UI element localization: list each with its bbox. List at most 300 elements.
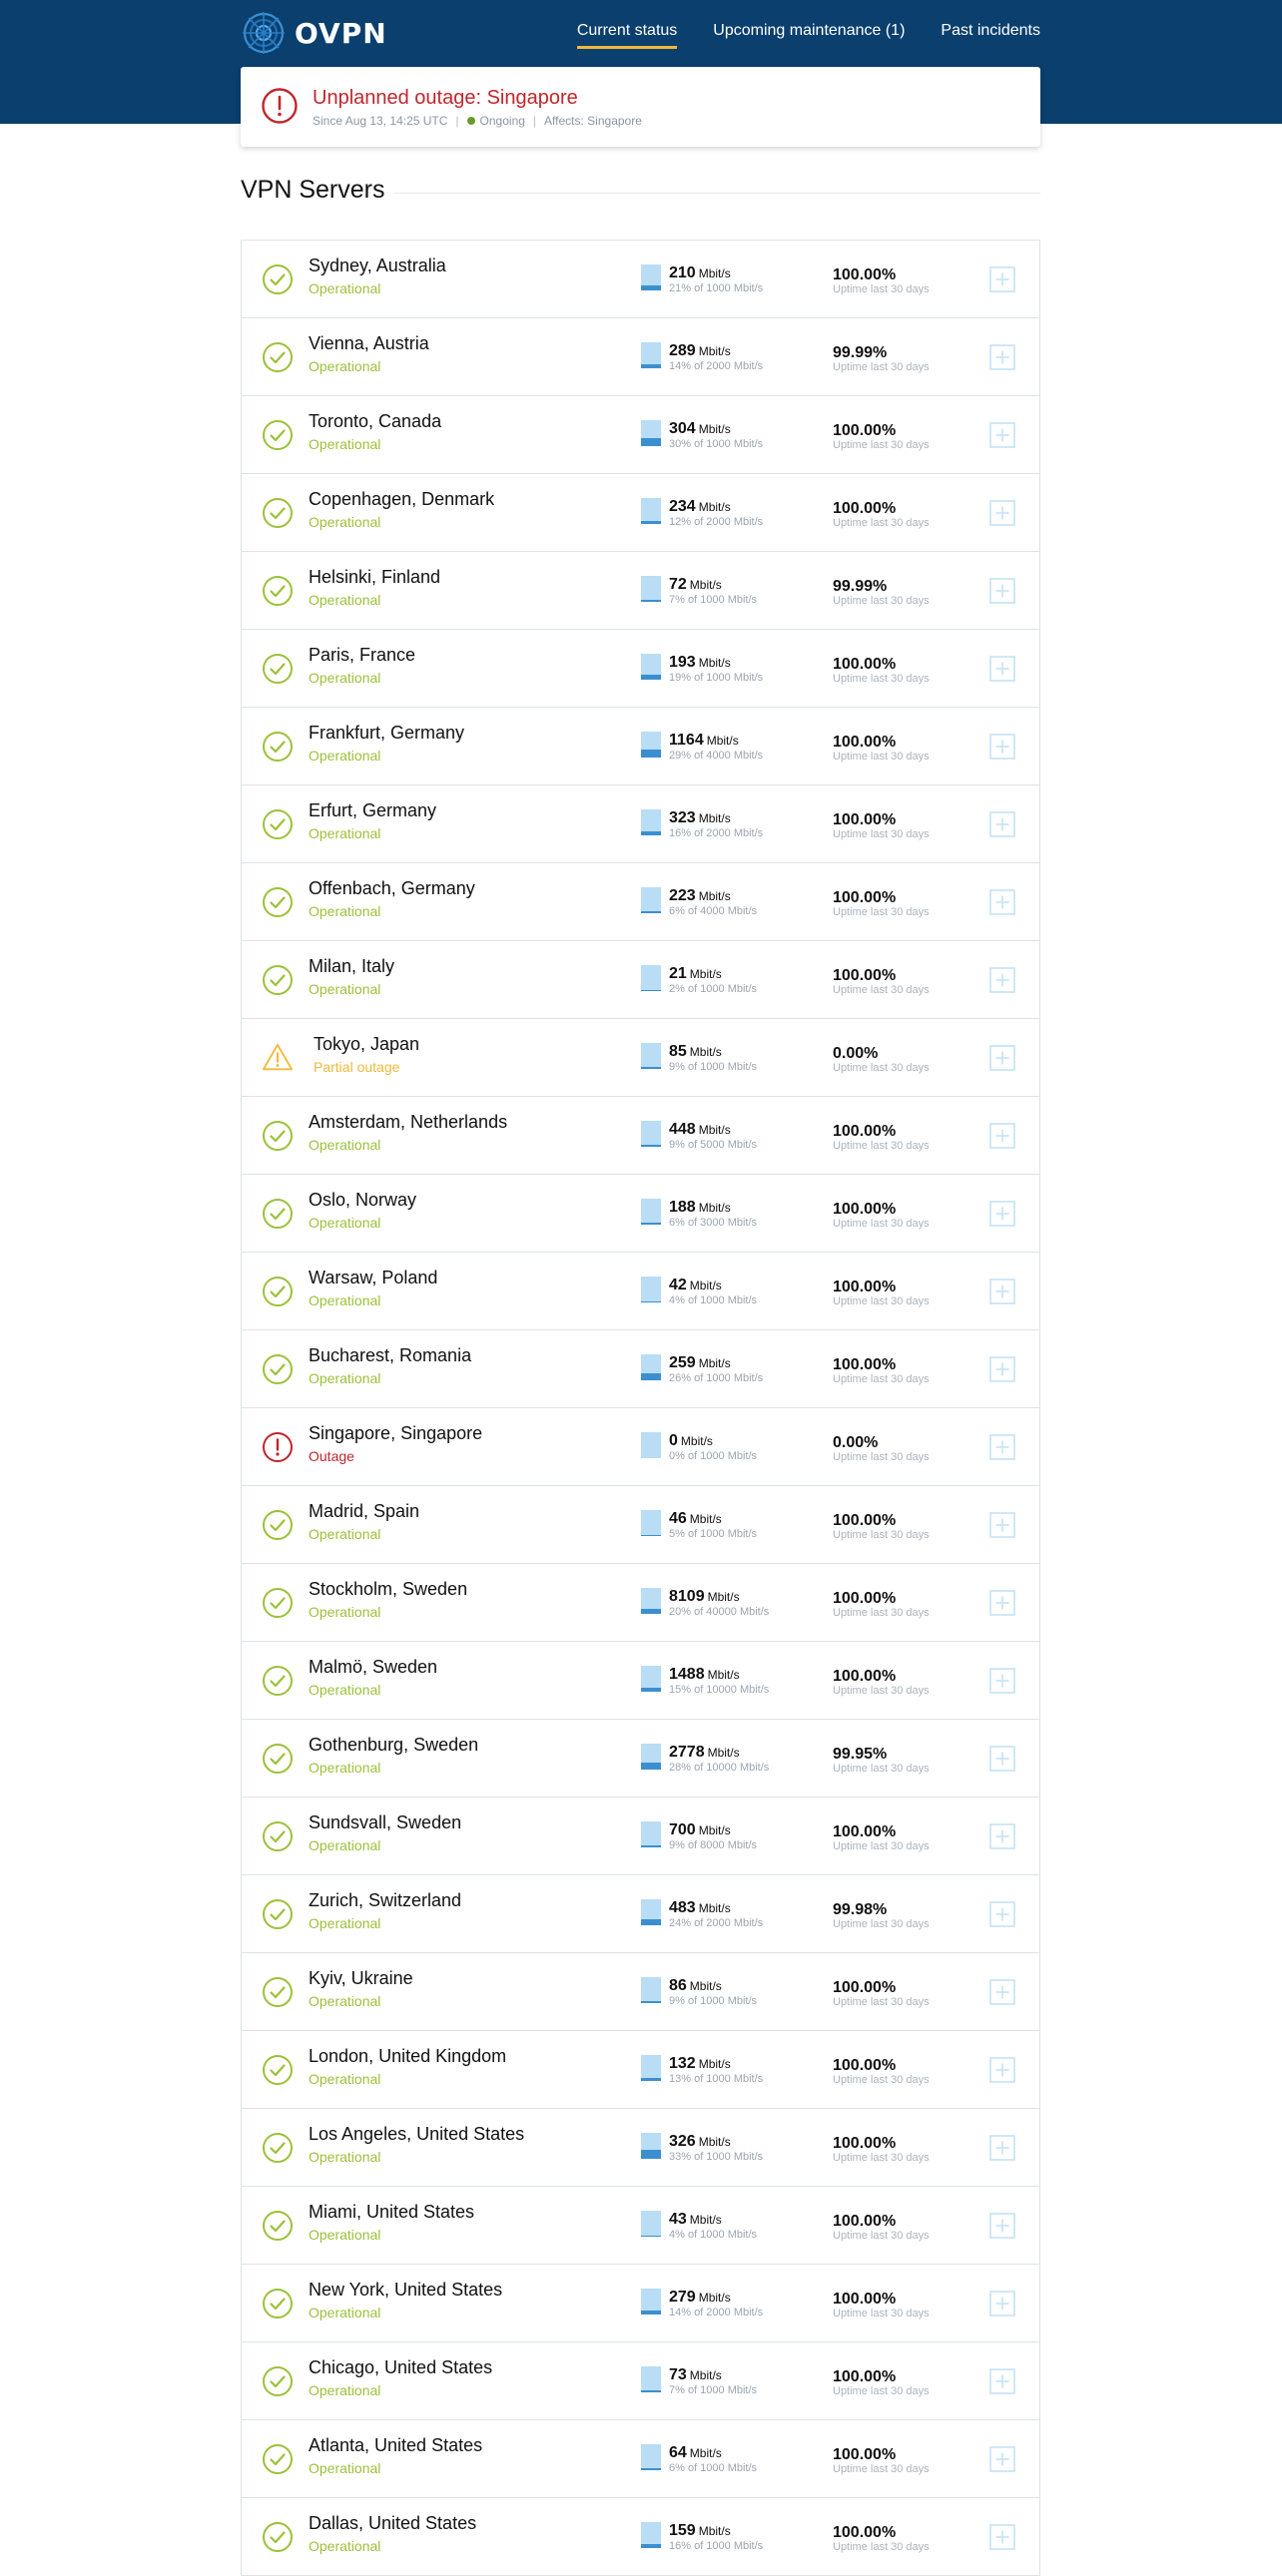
server-name: Frankfurt, Germany	[309, 723, 465, 743]
brand-logo[interactable]	[241, 10, 387, 56]
server-name: Malmö, Sweden	[309, 1657, 438, 1677]
expand-plus-icon[interactable]	[989, 1901, 1015, 1927]
expand-plus-icon[interactable]	[989, 2135, 1015, 2161]
bandwidth-capacity: 6% of 4000 Mbit/s	[669, 905, 758, 917]
server-row[interactable]	[242, 2265, 1039, 2342]
check-circle-icon	[262, 1898, 294, 1930]
uptime-label: Uptime last 30 days	[833, 1685, 930, 1697]
server-status: Operational	[309, 2382, 381, 2398]
bandwidth-value: 0	[669, 1432, 678, 1449]
load-bar	[641, 1199, 661, 1225]
server-row[interactable]	[242, 1564, 1039, 1642]
server-row[interactable]	[242, 1019, 1039, 1097]
server-row[interactable]	[242, 241, 1039, 318]
bandwidth-unit: Mbit/s	[698, 1356, 731, 1370]
uptime-label: Uptime last 30 days	[833, 673, 930, 685]
expand-plus-icon[interactable]	[989, 967, 1015, 993]
load-bar-fill	[641, 1535, 661, 1536]
bandwidth	[669, 654, 731, 672]
server-name: Miami, United States	[309, 2202, 475, 2222]
server-name: Sundsvall, Sweden	[309, 1812, 462, 1832]
server-status: Operational	[309, 2305, 381, 2320]
bandwidth-value: 223	[669, 887, 696, 904]
check-circle-icon	[262, 2054, 294, 2086]
server-row[interactable]	[242, 1253, 1039, 1330]
server-name: Los Angeles, United States	[309, 2124, 525, 2144]
bandwidth-unit: Mbit/s	[698, 1201, 731, 1215]
load-bar-fill	[641, 1301, 661, 1302]
server-row[interactable]	[242, 1720, 1039, 1798]
check-circle-icon	[262, 1276, 294, 1307]
load-bar	[641, 1432, 661, 1458]
server-row[interactable]	[242, 2420, 1039, 2498]
bandwidth	[669, 1432, 713, 1450]
server-row[interactable]	[242, 2498, 1039, 2576]
bandwidth-value: 700	[669, 1821, 696, 1838]
server-row[interactable]	[242, 474, 1039, 552]
load-bar-fill	[641, 2311, 661, 2315]
load-bar-fill	[641, 750, 661, 758]
server-list	[241, 240, 1040, 2576]
server-name: New York, United States	[309, 2280, 503, 2300]
server-name: Vienna, Austria	[309, 333, 429, 353]
server-status: Operational	[309, 825, 381, 841]
bandwidth	[669, 2522, 731, 2540]
bandwidth	[669, 1899, 731, 1917]
uptime-value: 100.00%	[833, 2213, 897, 2230]
bandwidth-capacity: 24% of 2000 Mbit/s	[669, 1917, 764, 1929]
uptime-value: 100.00%	[833, 811, 897, 828]
expand-plus-icon[interactable]	[989, 578, 1015, 604]
bandwidth-capacity: 16% of 1000 Mbit/s	[669, 2540, 764, 2552]
uptime-label: Uptime last 30 days	[833, 906, 930, 918]
nav-links	[541, 22, 1040, 49]
nav-current-status[interactable]: Current status	[577, 22, 677, 49]
load-bar-fill	[641, 1919, 661, 1925]
load-bar	[641, 2366, 661, 2392]
server-status: Operational	[309, 2460, 381, 2476]
server-row[interactable]	[242, 396, 1039, 474]
expand-plus-icon[interactable]	[989, 1590, 1015, 1616]
bandwidth-unit: Mbit/s	[698, 266, 731, 280]
bandwidth-unit: Mbit/s	[689, 1279, 722, 1292]
load-bar	[641, 1510, 661, 1536]
bandwidth-value: 73	[669, 2366, 687, 2383]
uptime-label: Uptime last 30 days	[833, 1373, 930, 1385]
uptime-label: Uptime last 30 days	[833, 2385, 930, 2397]
uptime-value: 100.00%	[833, 1201, 897, 1218]
check-circle-icon	[262, 2443, 294, 2475]
check-circle-icon	[262, 653, 294, 685]
bandwidth-unit: Mbit/s	[689, 1045, 722, 1059]
uptime-label: Uptime last 30 days	[833, 1918, 930, 1930]
load-bar	[641, 2444, 661, 2470]
bandwidth-unit: Mbit/s	[698, 344, 731, 358]
expand-plus-icon[interactable]	[989, 811, 1015, 837]
load-bar	[641, 576, 661, 602]
uptime-label: Uptime last 30 days	[833, 2463, 930, 2475]
uptime-label: Uptime last 30 days	[833, 283, 930, 295]
section-divider	[394, 193, 1040, 194]
uptime-value: 100.00%	[833, 1512, 897, 1529]
nav-upcoming-maintenance[interactable]: Upcoming maintenance (1)	[713, 22, 906, 39]
check-circle-icon	[262, 1820, 294, 1852]
load-bar-fill	[641, 2078, 661, 2081]
bandwidth-value: 259	[669, 1354, 696, 1371]
uptime-label: Uptime last 30 days	[833, 1529, 930, 1541]
load-bar-fill	[641, 1145, 661, 1147]
bandwidth	[669, 2133, 731, 2151]
bandwidth-value: 188	[669, 1199, 696, 1216]
server-status: Operational	[309, 1604, 381, 1620]
server-name: Singapore, Singapore	[309, 1423, 483, 1443]
load-bar	[641, 809, 661, 835]
server-row[interactable]	[242, 785, 1039, 863]
server-name: Zurich, Switzerland	[309, 1890, 462, 1910]
server-name: Kyiv, Ukraine	[309, 1968, 413, 1988]
expand-plus-icon[interactable]	[989, 656, 1015, 682]
bandwidth-unit: Mbit/s	[698, 656, 731, 670]
server-row[interactable]	[242, 1642, 1039, 1720]
bandwidth-value: 210	[669, 264, 696, 281]
bandwidth-unit: Mbit/s	[689, 967, 722, 981]
uptime-value: 100.00%	[833, 734, 897, 751]
expand-plus-icon[interactable]	[989, 2057, 1015, 2083]
meta-separator: |	[532, 114, 537, 128]
check-circle-icon	[262, 1587, 294, 1619]
bandwidth-capacity: 9% of 8000 Mbit/s	[669, 1839, 758, 1851]
bandwidth	[669, 420, 731, 438]
server-row[interactable]	[242, 1486, 1039, 1564]
server-status: Operational	[309, 592, 381, 608]
server-row[interactable]	[242, 1408, 1039, 1486]
bandwidth-capacity: 7% of 1000 Mbit/s	[669, 2384, 758, 2396]
bandwidth-unit: Mbit/s	[689, 2446, 722, 2460]
server-name: Gothenburg, Sweden	[309, 1735, 479, 1755]
check-circle-icon	[262, 1509, 294, 1541]
uptime-label: Uptime last 30 days	[833, 595, 930, 607]
uptime-label: Uptime last 30 days	[833, 1062, 930, 1074]
server-status: Operational	[309, 1682, 381, 1698]
alert-affects: Affects: Singapore	[544, 114, 642, 128]
bandwidth	[669, 1277, 722, 1294]
check-circle-icon	[262, 1353, 294, 1385]
load-bar	[641, 2133, 661, 2159]
expand-plus-icon[interactable]	[989, 1279, 1015, 1304]
bandwidth-capacity: 33% of 1000 Mbit/s	[669, 2151, 764, 2163]
exclamation-circle-icon	[261, 87, 299, 125]
uptime-value: 100.00%	[833, 266, 897, 283]
server-status: Operational	[309, 1993, 381, 2009]
bandwidth	[669, 965, 722, 983]
bandwidth-capacity: 2% of 1000 Mbit/s	[669, 983, 758, 995]
load-bar-fill	[641, 990, 661, 991]
bandwidth-unit: Mbit/s	[698, 2135, 731, 2149]
uptime-label: Uptime last 30 days	[833, 2541, 930, 2553]
server-row[interactable]	[242, 1953, 1039, 2031]
check-circle-icon	[262, 497, 294, 529]
bandwidth-capacity: 5% of 1000 Mbit/s	[669, 1528, 758, 1540]
load-bar-fill	[641, 2544, 661, 2548]
server-name: Tokyo, Japan	[314, 1034, 420, 1054]
server-name: Stockholm, Sweden	[309, 1579, 468, 1599]
load-bar-fill	[641, 2150, 661, 2159]
uptime-label: Uptime last 30 days	[833, 1840, 930, 1852]
bandwidth-unit: Mbit/s	[680, 1434, 713, 1448]
bandwidth	[669, 2366, 722, 2384]
expand-plus-icon[interactable]	[989, 1746, 1015, 1772]
bandwidth-value: 46	[669, 1510, 687, 1527]
bandwidth	[669, 1354, 731, 1372]
server-status: Operational	[309, 2149, 381, 2165]
bandwidth-value: 289	[669, 342, 696, 359]
expand-plus-icon[interactable]	[989, 1356, 1015, 1382]
expand-plus-icon[interactable]	[989, 266, 1015, 292]
nav-past-incidents[interactable]: Past incidents	[941, 22, 1040, 39]
check-circle-icon	[262, 1743, 294, 1775]
uptime-label: Uptime last 30 days	[833, 517, 930, 529]
expand-plus-icon[interactable]	[989, 2291, 1015, 2317]
bandwidth-value: 72	[669, 576, 687, 593]
server-status: Operational	[309, 981, 381, 997]
uptime-label: Uptime last 30 days	[833, 828, 930, 840]
expand-plus-icon[interactable]	[989, 1045, 1015, 1071]
expand-plus-icon[interactable]	[989, 344, 1015, 370]
bandwidth-value: 42	[669, 1277, 687, 1293]
bandwidth-value: 86	[669, 1977, 687, 1994]
bandwidth-unit: Mbit/s	[698, 2057, 731, 2071]
server-name: Milan, Italy	[309, 956, 395, 976]
check-circle-icon	[262, 2365, 294, 2397]
server-name: London, United Kingdom	[309, 2046, 507, 2066]
server-row[interactable]	[242, 1097, 1039, 1175]
expand-plus-icon[interactable]	[989, 2524, 1015, 2550]
load-bar	[641, 2522, 661, 2548]
load-bar	[641, 1821, 661, 1847]
server-row[interactable]	[242, 1798, 1039, 1875]
expand-plus-icon[interactable]	[989, 1201, 1015, 1227]
bandwidth	[669, 1043, 722, 1061]
expand-plus-icon[interactable]	[989, 500, 1015, 526]
bandwidth	[669, 498, 731, 516]
server-row[interactable]	[242, 630, 1039, 708]
bandwidth-capacity: 16% of 2000 Mbit/s	[669, 827, 764, 839]
uptime-value: 100.00%	[833, 2446, 897, 2463]
check-circle-icon	[262, 2210, 294, 2242]
server-status: Operational	[309, 2227, 381, 2243]
bandwidth-capacity: 4% of 1000 Mbit/s	[669, 1294, 758, 1306]
server-status: Operational	[309, 358, 381, 374]
server-row[interactable]	[242, 708, 1039, 785]
server-name: Madrid, Spain	[309, 1501, 420, 1521]
load-bar-fill	[641, 600, 661, 602]
server-status: Operational	[309, 1137, 381, 1153]
bandwidth-capacity: 29% of 4000 Mbit/s	[669, 750, 764, 762]
bandwidth-unit: Mbit/s	[698, 2524, 731, 2538]
bandwidth-unit: Mbit/s	[707, 1590, 740, 1604]
load-bar-fill	[641, 2468, 661, 2470]
alert-meta	[313, 114, 642, 128]
bandwidth-capacity: 30% of 1000 Mbit/s	[669, 438, 764, 450]
exclamation-circle-icon	[262, 1431, 294, 1463]
meta-separator: |	[455, 114, 459, 128]
bandwidth	[669, 887, 731, 905]
bandwidth-value: 193	[669, 654, 696, 671]
server-name: Sydney, Australia	[309, 256, 446, 275]
expand-plus-icon[interactable]	[989, 1512, 1015, 1538]
expand-plus-icon[interactable]	[989, 1668, 1015, 1694]
server-row[interactable]	[242, 2342, 1039, 2420]
bandwidth	[669, 1199, 731, 1217]
uptime-value: 100.00%	[833, 1356, 897, 1373]
alert-title: Unplanned outage: Singapore	[313, 87, 578, 109]
check-circle-icon	[262, 886, 294, 918]
server-row[interactable]	[242, 863, 1039, 941]
expand-plus-icon[interactable]	[989, 422, 1015, 448]
check-circle-icon	[262, 1976, 294, 2008]
server-row[interactable]	[242, 1175, 1039, 1253]
server-status: Operational	[309, 1215, 381, 1231]
server-status: Operational	[309, 2071, 381, 2087]
server-name: Bucharest, Romania	[309, 1345, 472, 1365]
server-name: Copenhagen, Denmark	[309, 489, 495, 509]
load-bar	[641, 1666, 661, 1692]
bandwidth-unit: Mbit/s	[698, 500, 731, 514]
server-status: Partial outage	[314, 1059, 400, 1075]
expand-plus-icon[interactable]	[989, 1979, 1015, 2005]
server-row[interactable]	[242, 2109, 1039, 2187]
uptime-value: 99.95%	[833, 1746, 888, 1763]
uptime-value: 100.00%	[833, 967, 897, 984]
expand-plus-icon[interactable]	[989, 2213, 1015, 2239]
bandwidth-unit: Mbit/s	[698, 1901, 731, 1915]
expand-plus-icon[interactable]	[989, 2368, 1015, 2394]
section-title: VPN Servers	[241, 176, 385, 204]
bandwidth-capacity: 7% of 1000 Mbit/s	[669, 594, 758, 606]
load-bar	[641, 732, 661, 758]
bandwidth-capacity: 26% of 1000 Mbit/s	[669, 1372, 764, 1384]
server-status: Operational	[309, 2538, 381, 2554]
server-row[interactable]	[242, 2031, 1039, 2109]
check-circle-icon	[262, 964, 294, 996]
bandwidth	[669, 1977, 722, 1995]
load-bar	[641, 654, 661, 680]
alert-state: Ongoing	[479, 114, 525, 128]
check-circle-icon	[262, 808, 294, 840]
load-bar	[641, 342, 661, 368]
uptime-label: Uptime last 30 days	[833, 1295, 930, 1307]
server-name: Toronto, Canada	[309, 411, 442, 431]
bandwidth-value: 304	[669, 420, 696, 437]
uptime-value: 99.99%	[833, 344, 888, 361]
bandwidth-value: 132	[669, 2055, 696, 2072]
bandwidth-value: 85	[669, 1043, 687, 1060]
expand-plus-icon[interactable]	[989, 2446, 1015, 2472]
expand-plus-icon[interactable]	[989, 1123, 1015, 1149]
uptime-value: 100.00%	[833, 1823, 897, 1840]
server-status: Operational	[309, 436, 381, 452]
bandwidth-value: 43	[669, 2211, 687, 2228]
load-bar-fill	[641, 2001, 661, 2003]
check-circle-icon	[262, 1198, 294, 1230]
load-bar-fill	[641, 2390, 661, 2392]
bandwidth	[669, 1510, 722, 1528]
expand-plus-icon[interactable]	[989, 1823, 1015, 1849]
expand-plus-icon[interactable]	[989, 734, 1015, 760]
bandwidth-value: 326	[669, 2133, 696, 2150]
expand-plus-icon[interactable]	[989, 1434, 1015, 1460]
uptime-label: Uptime last 30 days	[833, 1763, 930, 1775]
server-row[interactable]	[242, 941, 1039, 1019]
bandwidth-unit: Mbit/s	[698, 811, 731, 825]
bandwidth-capacity: 14% of 2000 Mbit/s	[669, 2307, 764, 2318]
bandwidth-capacity: 15% of 10000 Mbit/s	[669, 1684, 770, 1696]
bandwidth-value: 8109	[669, 1588, 705, 1605]
server-row[interactable]	[242, 552, 1039, 630]
bandwidth-unit: Mbit/s	[698, 889, 731, 903]
server-name: Warsaw, Poland	[309, 1268, 438, 1288]
bandwidth-capacity: 21% of 1000 Mbit/s	[669, 282, 764, 294]
uptime-label: Uptime last 30 days	[833, 1140, 930, 1152]
bandwidth-unit: Mbit/s	[689, 2213, 722, 2227]
bandwidth-value: 483	[669, 1899, 696, 1916]
outage-alert-card[interactable]	[241, 67, 1040, 147]
bandwidth	[669, 1821, 731, 1839]
bandwidth	[669, 2289, 731, 2307]
uptime-value: 100.00%	[833, 1279, 897, 1295]
bandwidth	[669, 809, 731, 827]
bandwidth-capacity: 13% of 1000 Mbit/s	[669, 2073, 764, 2085]
server-row[interactable]	[242, 1330, 1039, 1408]
load-bar	[641, 420, 661, 446]
uptime-value: 100.00%	[833, 1668, 897, 1685]
server-row[interactable]	[242, 1875, 1039, 1953]
warning-triangle-icon	[262, 1042, 294, 1074]
bandwidth-capacity: 19% of 1000 Mbit/s	[669, 672, 764, 684]
bandwidth-unit: Mbit/s	[706, 734, 739, 748]
bandwidth	[669, 732, 739, 750]
uptime-value: 100.00%	[833, 656, 897, 673]
bandwidth-unit: Mbit/s	[698, 422, 731, 436]
check-circle-icon	[262, 341, 294, 373]
bandwidth-capacity: 4% of 1000 Mbit/s	[669, 2229, 758, 2241]
server-status: Operational	[309, 1760, 381, 1776]
bandwidth-capacity: 12% of 2000 Mbit/s	[669, 516, 764, 528]
uptime-label: Uptime last 30 days	[833, 1451, 930, 1463]
load-bar-fill	[641, 364, 661, 368]
bandwidth-capacity: 28% of 10000 Mbit/s	[669, 1762, 770, 1774]
uptime-value: 0.00%	[833, 1045, 879, 1062]
server-row[interactable]	[242, 2187, 1039, 2265]
load-bar	[641, 1043, 661, 1069]
bandwidth-value: 323	[669, 809, 696, 826]
uptime-value: 100.00%	[833, 2524, 897, 2541]
load-bar	[641, 1899, 661, 1925]
load-bar	[641, 1277, 661, 1302]
server-row[interactable]	[242, 318, 1039, 396]
uptime-value: 99.98%	[833, 1901, 888, 1918]
uptime-value: 100.00%	[833, 1590, 897, 1607]
expand-plus-icon[interactable]	[989, 889, 1015, 915]
bandwidth-unit: Mbit/s	[698, 2291, 731, 2305]
bandwidth-unit: Mbit/s	[689, 1979, 722, 1993]
uptime-label: Uptime last 30 days	[833, 1996, 930, 2008]
load-bar-fill	[641, 2236, 661, 2237]
bandwidth-value: 448	[669, 1121, 696, 1138]
load-bar-fill	[641, 911, 661, 913]
uptime-value: 100.00%	[833, 889, 897, 906]
server-status: Operational	[309, 1915, 381, 1931]
